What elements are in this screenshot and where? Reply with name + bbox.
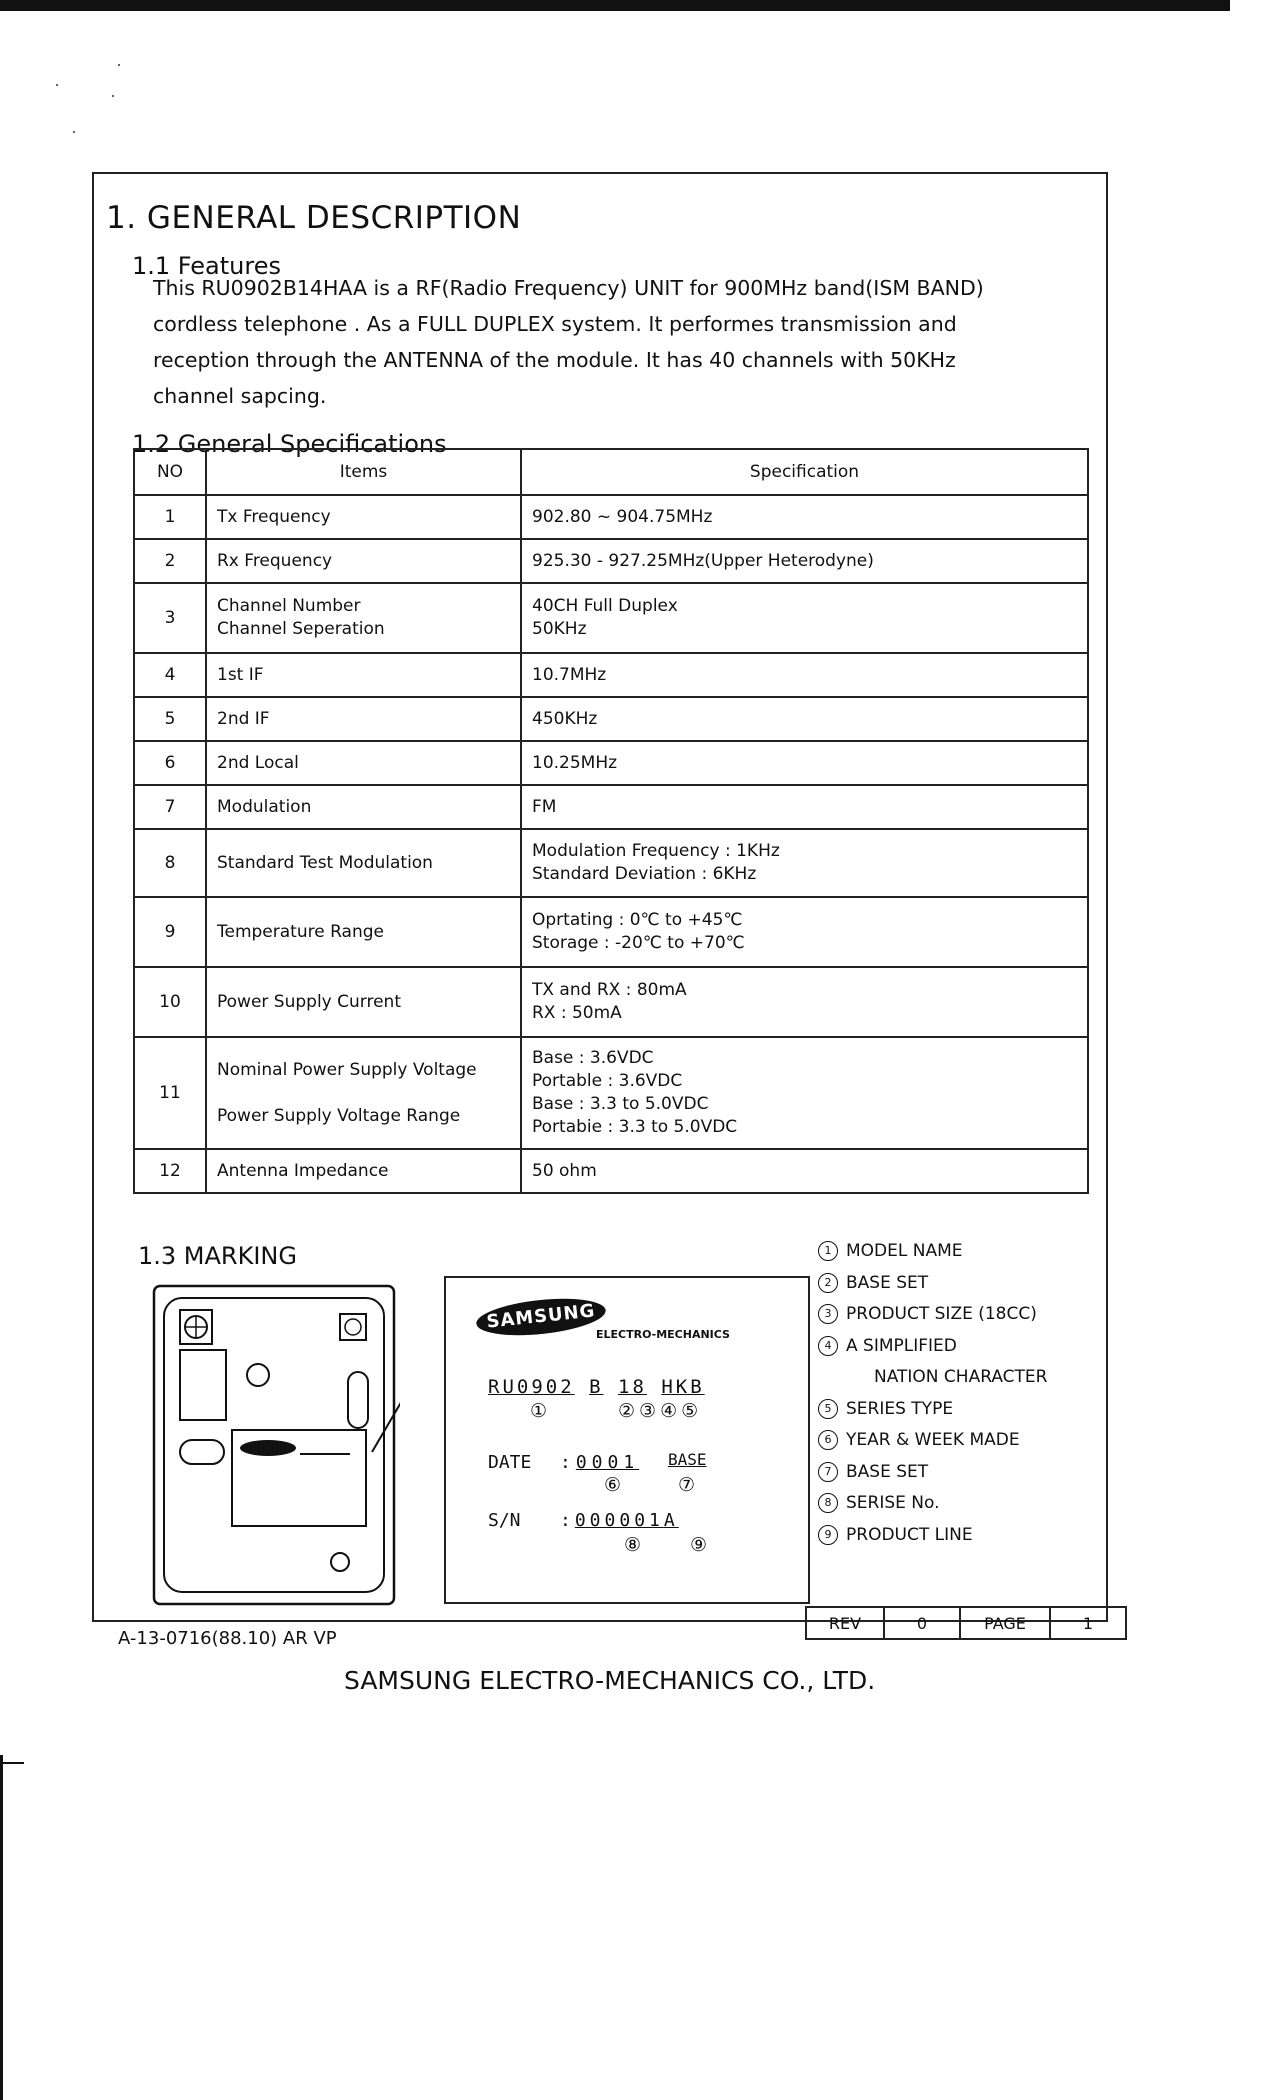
features-line: channel sapcing. <box>153 384 327 408</box>
legend-item <box>818 1425 1047 1457</box>
spec-item-line: Standard Test Modulation <box>217 852 433 873</box>
left-edge-bar <box>0 1755 3 2100</box>
model-size: 18 <box>618 1376 647 1398</box>
module-drawing <box>150 1280 400 1610</box>
header-spec: Specification <box>521 449 1088 495</box>
spec-item-line: Rx Frequency <box>217 550 333 571</box>
spec-value <box>521 785 1088 829</box>
spec-value-line: Standard Deviation : 6KHz <box>532 864 757 884</box>
legend-item <box>818 1299 1047 1331</box>
spec-no: 10 <box>134 967 206 1037</box>
spec-row <box>134 583 1088 653</box>
spec-item <box>206 1149 521 1193</box>
legend-item <box>818 1268 1047 1300</box>
spec-item-line: Modulation <box>217 796 312 817</box>
spec-no: 6 <box>134 741 206 785</box>
marking-title: 1.3 MARKING <box>138 1242 297 1270</box>
model-num-3: ③ <box>639 1400 661 1422</box>
model-num-5: ⑤ <box>681 1400 703 1422</box>
date-label: DATE <box>488 1452 532 1473</box>
spec-value <box>521 741 1088 785</box>
spec-row <box>134 785 1088 829</box>
features-line: reception through the ANTENNA of the module. It has 40 channels with 50KHz <box>153 348 956 372</box>
spec-value <box>521 697 1088 741</box>
spec-row <box>134 1149 1088 1193</box>
legend-text: SERISE No. <box>846 1493 940 1513</box>
spec-item <box>206 897 521 967</box>
sn-line: :000001A <box>560 1510 679 1531</box>
legend-item <box>818 1331 1047 1363</box>
spec-value-line: FM <box>532 796 557 817</box>
date-num-6: ⑥ <box>604 1474 622 1496</box>
date-value: 0001 <box>575 1452 640 1473</box>
spec-item-line: Power Supply Current <box>217 991 401 1012</box>
spec-no: 1 <box>134 495 206 539</box>
spec-no: 5 <box>134 697 206 741</box>
model-nums <box>618 1400 702 1422</box>
spec-value-line: Oprtating : 0℃ to +45℃ <box>532 910 743 930</box>
header-items: Items <box>206 449 521 495</box>
company-name: SAMSUNG ELECTRO-MECHANICS CO., LTD. <box>344 1666 876 1695</box>
spec-value-line: Storage : -20℃ to +70℃ <box>532 933 745 953</box>
legend-item <box>818 1520 1047 1552</box>
legend-text: NATION CHARACTER <box>874 1367 1048 1387</box>
spec-no: 8 <box>134 829 206 897</box>
spec-value-line: 450KHz <box>532 708 598 729</box>
spec-item <box>206 785 521 829</box>
spec-value <box>521 829 1088 897</box>
spec-no: 4 <box>134 653 206 697</box>
legend-text: PRODUCT LINE <box>846 1524 973 1545</box>
legend-text: MODEL NAME <box>846 1241 963 1261</box>
legend-text: PRODUCT SIZE (18CC) <box>846 1304 1037 1324</box>
spec-item <box>206 829 521 897</box>
spec-value-line: Portabie : 3.3 to 5.0VDC <box>532 1117 738 1137</box>
model-line <box>488 1376 705 1398</box>
sn-label: S/N <box>488 1510 521 1531</box>
legend-number: 2 <box>818 1273 838 1293</box>
legend-item <box>818 1236 1047 1268</box>
model-num-2: ② <box>618 1400 640 1422</box>
spec-no: 3 <box>134 583 206 653</box>
spec-no: 2 <box>134 539 206 583</box>
spec-item-line: Channel Seperation <box>217 619 385 639</box>
spec-item-line: Temperature Range <box>217 921 384 942</box>
scan-speck <box>112 95 114 97</box>
spec-row <box>134 967 1088 1037</box>
marking-legend <box>818 1236 1047 1551</box>
sn-value: 000001 <box>574 1510 664 1531</box>
legend-text: SERIES TYPE <box>846 1398 954 1419</box>
spec-value-line: 50 ohm <box>532 1160 597 1181</box>
header-no: NO <box>134 449 206 495</box>
spec-item-line: Tx Frequency <box>217 506 331 527</box>
legend-text: BASE SET <box>846 1272 929 1293</box>
spec-item-line: 2nd IF <box>217 708 270 729</box>
scan-speck <box>56 84 58 86</box>
features-title: 1.1 Features <box>132 252 281 280</box>
legend-number: 9 <box>818 1525 838 1545</box>
spec-value-line: 925.30 - 927.25MHz(Upper Heterodyne) <box>532 550 874 571</box>
date-line: :0001 <box>560 1452 640 1473</box>
spec-no: 11 <box>134 1037 206 1149</box>
legend-number: 5 <box>818 1399 838 1419</box>
spec-value <box>521 897 1088 967</box>
model-num-4: ④ <box>660 1400 682 1422</box>
spec-item-line: Nominal Power Supply Voltage <box>217 1060 477 1080</box>
legend-text: A SIMPLIFIED <box>846 1335 957 1356</box>
spec-value <box>521 1037 1088 1149</box>
spec-value-line: RX : 50mA <box>532 1003 622 1023</box>
spec-item-line: Power Supply Voltage Range <box>217 1106 461 1126</box>
model-num-1: ① <box>530 1400 548 1422</box>
spec-value-line: 902.80 ~ 904.75MHz <box>532 506 713 527</box>
legend-number: 8 <box>818 1493 838 1513</box>
features-line: This RU0902B14HAA is a RF(Radio Frequency) UNIT for 900MHz band(ISM BAND) <box>153 276 984 300</box>
legend-item <box>818 1362 1047 1394</box>
spec-row <box>134 697 1088 741</box>
spec-item <box>206 741 521 785</box>
spec-item <box>206 495 521 539</box>
spec-item-line: 2nd Local <box>217 752 299 773</box>
sn-num-8: ⑧ <box>624 1534 642 1556</box>
page-label: PAGE <box>960 1607 1050 1639</box>
model-suffix: HKB <box>661 1376 705 1398</box>
sn-suffix: A <box>663 1510 679 1531</box>
spec-value-line: 10.25MHz <box>532 752 618 773</box>
spec-item-line: Channel Number <box>217 596 361 616</box>
module-outline-icon <box>150 1280 400 1610</box>
spec-value <box>521 495 1088 539</box>
spec-item-line: 1st IF <box>217 664 264 685</box>
legend-number: 1 <box>818 1241 838 1261</box>
spec-item <box>206 583 521 653</box>
spec-value-line: 40CH Full Duplex <box>532 596 678 616</box>
spec-item <box>206 1037 521 1149</box>
rev-value: 0 <box>884 1607 960 1639</box>
rev-label: REV <box>806 1607 884 1639</box>
features-line: cordless telephone . As a FULL DUPLEX system. It performes transmission and <box>153 312 957 336</box>
logo-text: SAMSUNG <box>485 1300 597 1333</box>
legend-text: BASE SET <box>846 1461 929 1482</box>
scan-speck <box>118 64 120 66</box>
date-base: BASE <box>668 1450 707 1469</box>
legend-item <box>818 1488 1047 1520</box>
section-heading: 1. GENERAL DESCRIPTION <box>106 200 522 236</box>
legend-number: 3 <box>818 1304 838 1324</box>
spec-value-line: Base : 3.6VDC <box>532 1048 654 1068</box>
legend-item <box>818 1457 1047 1489</box>
spec-value <box>521 539 1088 583</box>
revision-box <box>805 1606 1127 1640</box>
spec-no: 12 <box>134 1149 206 1193</box>
spec-value-line: Base : 3.3 to 5.0VDC <box>532 1094 709 1114</box>
sn-num-9: ⑨ <box>690 1534 708 1556</box>
spec-item <box>206 539 521 583</box>
form-code: A-13-0716(88.10) AR VP <box>118 1628 337 1649</box>
spec-value <box>521 967 1088 1037</box>
specs-title: 1.2 General Specifications <box>132 430 447 458</box>
spec-row <box>134 897 1088 967</box>
spec-value-line: 10.7MHz <box>532 664 607 685</box>
spec-table <box>133 448 1089 1194</box>
spec-item <box>206 967 521 1037</box>
spec-item <box>206 697 521 741</box>
spec-row <box>134 829 1088 897</box>
top-edge-bar <box>0 0 1230 11</box>
spec-value-line: Portable : 3.6VDC <box>532 1071 683 1091</box>
scan-speck <box>73 131 75 133</box>
spec-value <box>521 653 1088 697</box>
spec-row <box>134 1037 1088 1149</box>
spec-item <box>206 653 521 697</box>
spec-value <box>521 583 1088 653</box>
logo-subtitle: ELECTRO-MECHANICS <box>596 1328 730 1341</box>
spec-row <box>134 741 1088 785</box>
scan-mark <box>0 1762 24 1764</box>
spec-row <box>134 495 1088 539</box>
spec-row <box>134 539 1088 583</box>
legend-number: 4 <box>818 1336 838 1356</box>
spec-value <box>521 1149 1088 1193</box>
legend-number: 6 <box>818 1430 838 1450</box>
spec-value-line: Modulation Frequency : 1KHz <box>532 841 780 861</box>
features-paragraph <box>153 270 1073 414</box>
samsung-logo <box>475 1293 608 1340</box>
spec-value-line: TX and RX : 80mA <box>532 980 687 1000</box>
model-base: B <box>589 1376 604 1398</box>
legend-item <box>818 1394 1047 1426</box>
legend-number: 7 <box>818 1462 838 1482</box>
page-value: 1 <box>1050 1607 1126 1639</box>
legend-text: YEAR & WEEK MADE <box>846 1430 1020 1450</box>
marking-label <box>444 1276 810 1604</box>
spec-no: 9 <box>134 897 206 967</box>
spec-no: 7 <box>134 785 206 829</box>
spec-value-line: 50KHz <box>532 619 587 639</box>
spec-header-row <box>134 449 1088 495</box>
spec-row <box>134 653 1088 697</box>
date-num-7: ⑦ <box>678 1474 696 1496</box>
model-name: RU0902 <box>488 1376 575 1398</box>
spec-item-line: Antenna Impedance <box>217 1160 389 1181</box>
